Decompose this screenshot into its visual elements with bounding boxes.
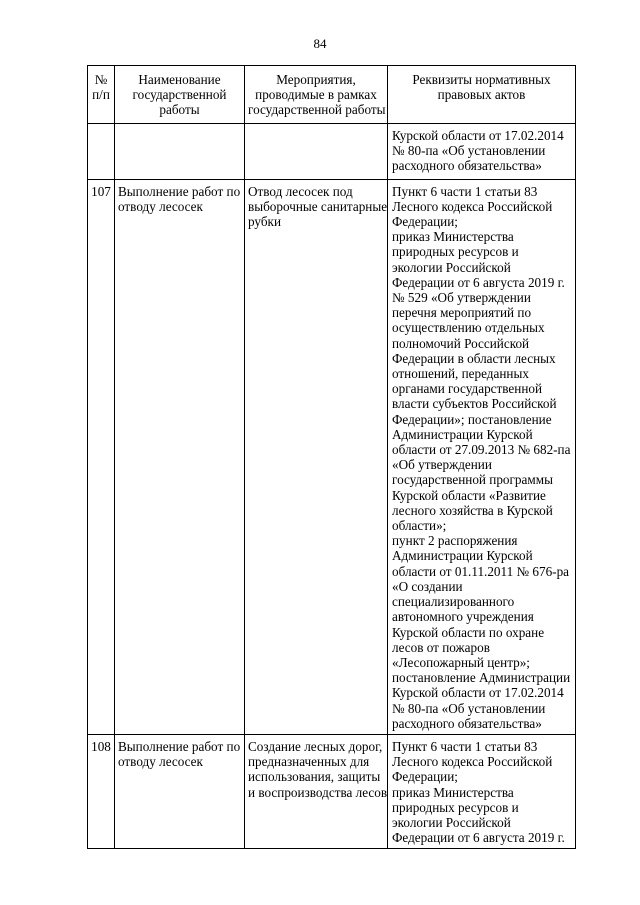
text-line: Курской области от 17.02.2014 [392,685,564,701]
text-line: использования, защиты [248,769,381,785]
row-regulatory-acts [388,734,576,848]
text-line: власти субъектов Российской [392,396,557,412]
text-line: отводу лесосек [118,198,203,214]
text-line: предназначенных для [248,754,370,770]
text-line: Мероприятия, [276,72,356,87]
text-line: «Лесопожарный центр»; [392,654,530,670]
text-line: Федерации от 6 августа 2019 г. [392,274,565,290]
text-line: Федерации; [392,214,458,230]
text-line: лесов от пожаров [392,639,490,655]
text-line: Федерации в области лесных [392,350,556,366]
text-line: области от 01.11.2011 № 676-ра [392,563,570,579]
text-line: государственной работы [248,102,386,118]
text-line: автономного учреждения [392,609,534,625]
text-line: приказ Министерства [392,784,514,800]
text-line: постановление Администрации [392,670,571,686]
text-line: «О создании [392,578,463,594]
text-line: № 80-па «Об установлении [392,142,546,158]
text-line: области от 27.09.2013 № 682-па [392,442,571,458]
text-line: работы [159,102,200,118]
text-line: Создание лесных дорог, [248,738,383,754]
text-line: Выполнение работ по [118,183,241,199]
text-line: № 80-па «Об установлении [392,700,546,716]
text-line: органами государственной [392,381,543,397]
text-line: «Об утверждении [392,457,492,473]
text-line: Пункт 6 части 1 статьи 83 [392,738,538,754]
continuation-name-cell [115,123,245,179]
header-activities [245,66,388,124]
continuation-acts-cell [388,123,576,179]
row-work-name [115,734,245,848]
text-line: отношений, переданных [392,366,529,382]
row-work-name [115,179,245,734]
page-number: 84 [313,36,327,51]
text-line: лесного хозяйства в Курской [392,502,553,518]
text-line: Курской области по охране [392,624,545,640]
text-line: Курской области от 17.02.2014 [392,127,564,143]
text-line: государственной [132,87,227,103]
regulatory-acts-table [87,65,576,849]
row-number: 107 [88,179,115,734]
text-line: приказ Министерства [392,229,514,245]
text-line: Федерации от 6 августа 2019 г. [392,830,565,846]
text-line: Администрации Курской [392,426,533,442]
text-line: отводу лесосек [118,754,203,770]
text-line: экологии Российской [392,259,511,275]
row-activity [245,734,388,848]
header-regulatory-acts [388,66,576,124]
text-line: № 529 «Об утверждении [392,290,531,306]
text-line: Отвод лесосек под [248,183,353,199]
continuation-row [88,123,576,179]
table-row [88,734,576,848]
text-line: перечня мероприятий по [392,305,532,321]
text-line: рубки [248,214,282,230]
text-line: расходного обязательства» [392,715,542,731]
continuation-num-cell [88,123,115,179]
header-number [88,66,115,124]
text-line: расходного обязательства» [392,158,542,174]
text-line: Федерации; [392,769,458,785]
text-line: пункт 2 распоряжения [392,533,518,549]
text-line: природных ресурсов и [392,799,519,815]
text-line: и воспроизводства лесов [248,784,388,800]
text-line: полномочий Российской [392,335,530,351]
text-line: специализированного [392,594,515,610]
text-line: Пункт 6 части 1 статьи 83 [392,183,538,199]
text-line: выборочные санитарные [248,198,388,214]
text-line: Курской области «Развитие [392,487,546,503]
text-line: экологии Российской [392,814,511,830]
text-line: Выполнение работ по [118,738,241,754]
text-line: № [94,72,108,87]
text-line: государственной программы [392,472,553,488]
text-line: Лесного кодекса Российской [392,754,553,770]
text-line: Лесного кодекса Российской [392,198,553,214]
row-activity [245,179,388,734]
text-line: Администрации Курской [392,548,533,564]
row-regulatory-acts [388,179,576,734]
text-line: природных ресурсов и [392,244,519,260]
continuation-activity-cell [245,123,388,179]
text-line: Федерации»; постановление [392,411,552,427]
text-line: Реквизиты нормативных [412,72,551,87]
row-number: 108 [88,734,115,848]
text-line: п/п [92,87,110,103]
text-line: Наименование [138,72,221,87]
table-header-row [88,66,576,124]
text-line: области»; [392,518,447,534]
text-line: проводимые в рамках [255,87,377,103]
table-row [88,179,576,734]
text-line: осуществлению отдельных [392,320,545,336]
header-work-name [115,66,245,124]
text-line: правовых актов [437,87,526,103]
